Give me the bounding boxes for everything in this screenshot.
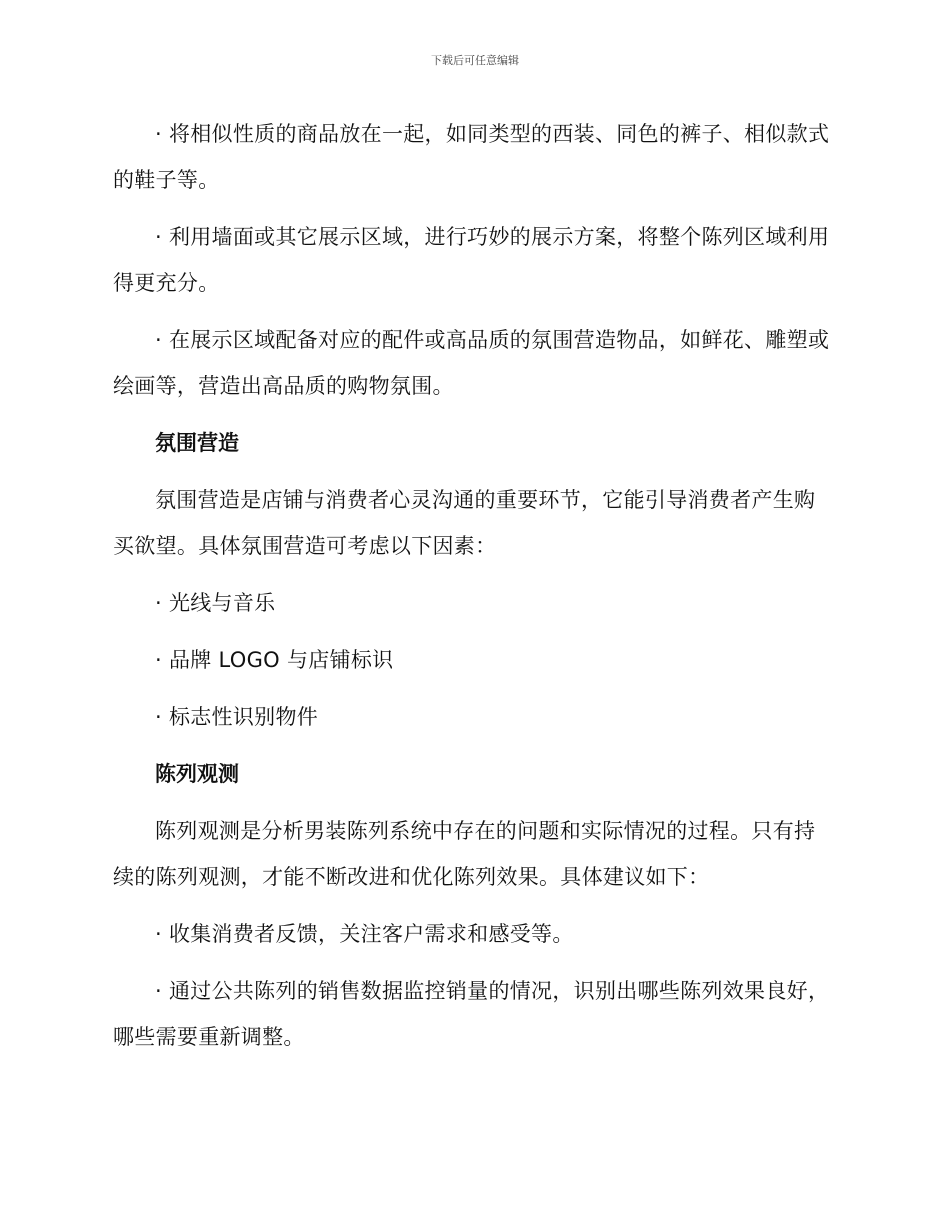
bullet-item: · 通过公共陈列的销售数据监控销量的情况，识别出哪些陈列效果良好，哪些需要重新调整。 (113, 979, 830, 1049)
bullet-item: · 将相似性质的商品放在一起，如同类型的西装、同色的裤子、相似款式的鞋子等。 (113, 122, 830, 192)
bullet-item: · 在展示区域配备对应的配件或高品质的氛围营造物品，如鲜花、雕塑或绘画等，营造出高品质的购物氛围。 (113, 328, 830, 398)
bullet-item: · 收集消费者反馈，关注客户需求和感受等。 (155, 922, 574, 946)
bullet-item: · 品牌 LOGO 与店铺标识 (155, 648, 394, 672)
document-body (113, 111, 835, 1071)
bullet-item: · 标志性识别物件 (155, 705, 319, 729)
section-intro-paragraph: 氛围营造是店铺与消费者心灵沟通的重要环节，它能引导消费者产生购买欲望。具体氛围营造可考虑以下因素： (113, 488, 816, 558)
section-intro-paragraph: 陈列观测是分析男装陈列系统中存在的问题和实际情况的过程。只有持续的陈列观测，才能不断改进和优化陈列效果。具体建议如下： (113, 819, 816, 889)
bullet-item: · 光线与音乐 (155, 591, 276, 615)
section-heading-observation: 陈列观测 (155, 762, 239, 786)
section-heading-atmosphere: 氛围营造 (155, 431, 239, 455)
page-header: 下载后可任意编辑 (431, 54, 519, 67)
bullet-item: · 利用墙面或其它展示区域，进行巧妙的展示方案，将整个陈列区域利用得更充分。 (113, 225, 830, 295)
